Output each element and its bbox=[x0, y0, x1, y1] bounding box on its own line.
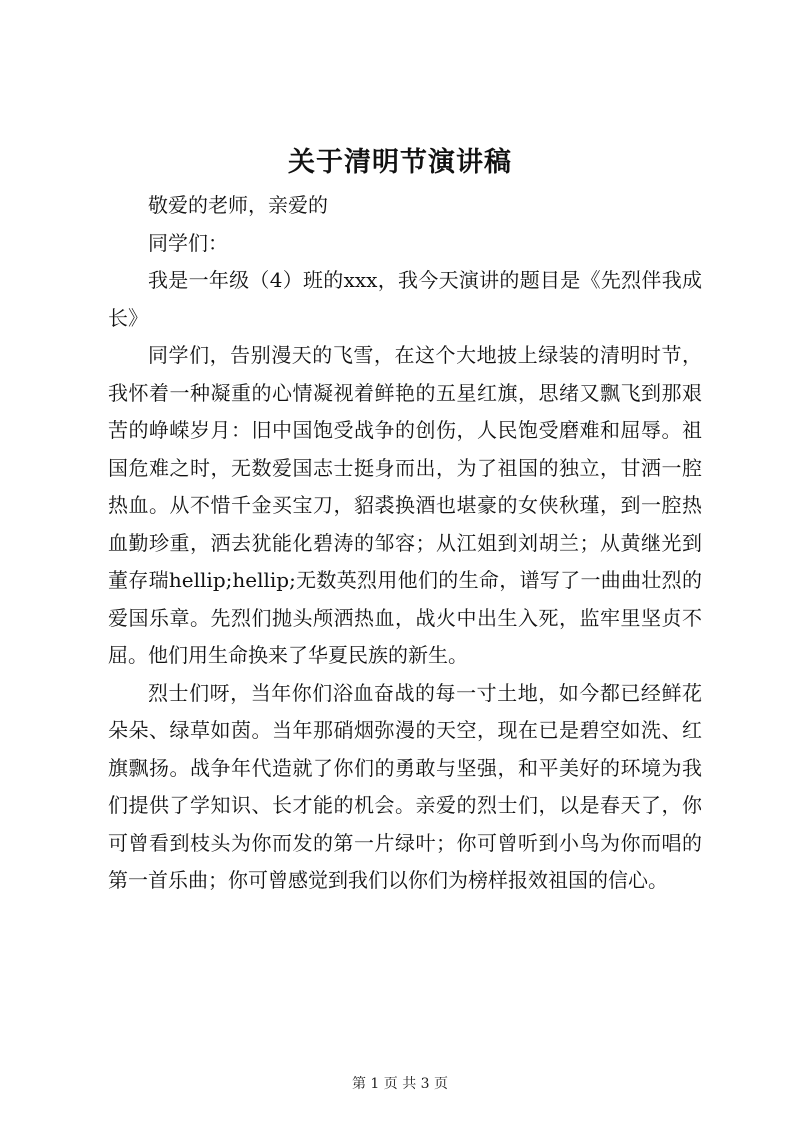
body-paragraph-1: 同学们，告别漫天的飞雪，在这个大地披上绿装的清明时节，我怀着一种凝重的心情凝视着鲜艳的五星红旗，思绪又飘飞到那艰苦的峥嵘岁月：旧中国饱受战争的创伤，人民饱受磨难和屈辱。祖国危难之时，无数爱国志士挺身而出，为了祖国的独立，甘洒一腔热血。从不惜千金买宝刀，貂裘换酒也堪豪的女侠秋瑾，到一腔热血勤珍重，洒去犹能化碧涛的邹容；从江姐到刘胡兰；从黄继光到董存瑞hellip;hellip;无数英烈用他们的生命，谱写了一曲曲壮烈的爱国乐章。先烈们抛头颅洒热血，战火中出生入死，监牢里坚贞不屈。他们用生命换来了华夏民族的新生。 bbox=[108, 343, 702, 667]
page-number-footer: 第 1 页 共 3 页 bbox=[351, 1076, 449, 1092]
document-body bbox=[108, 187, 702, 900]
intro-paragraph: 我是一年级（4）班的xxx，我今天演讲的题目是《先烈伴我成长》 bbox=[108, 268, 702, 330]
salutation-line-1: 敬爱的老师，亲爱的 bbox=[148, 193, 328, 217]
body-paragraph-2: 烈士们呀，当年你们浴血奋战的每一寸土地，如今都已经鲜花朵朵、绿草如茵。当年那硝烟弥漫的天空，现在已是碧空如洗、红旗飘扬。战争年代造就了你们的勇敢与坚强，和平美好的环境为我们提供了学知识、长才能的机会。亲爱的烈士们，以是春天了，你可曾看到枝头为你而发的第一片绿叶；你可曾听到小鸟为你而唱的第一首乐曲；你可曾感觉到我们以你们为榜样报效祖国的信心。 bbox=[108, 680, 702, 892]
document-title: 关于清明节演讲稿 bbox=[288, 147, 512, 178]
salutation-line-2: 同学们： bbox=[148, 230, 228, 255]
